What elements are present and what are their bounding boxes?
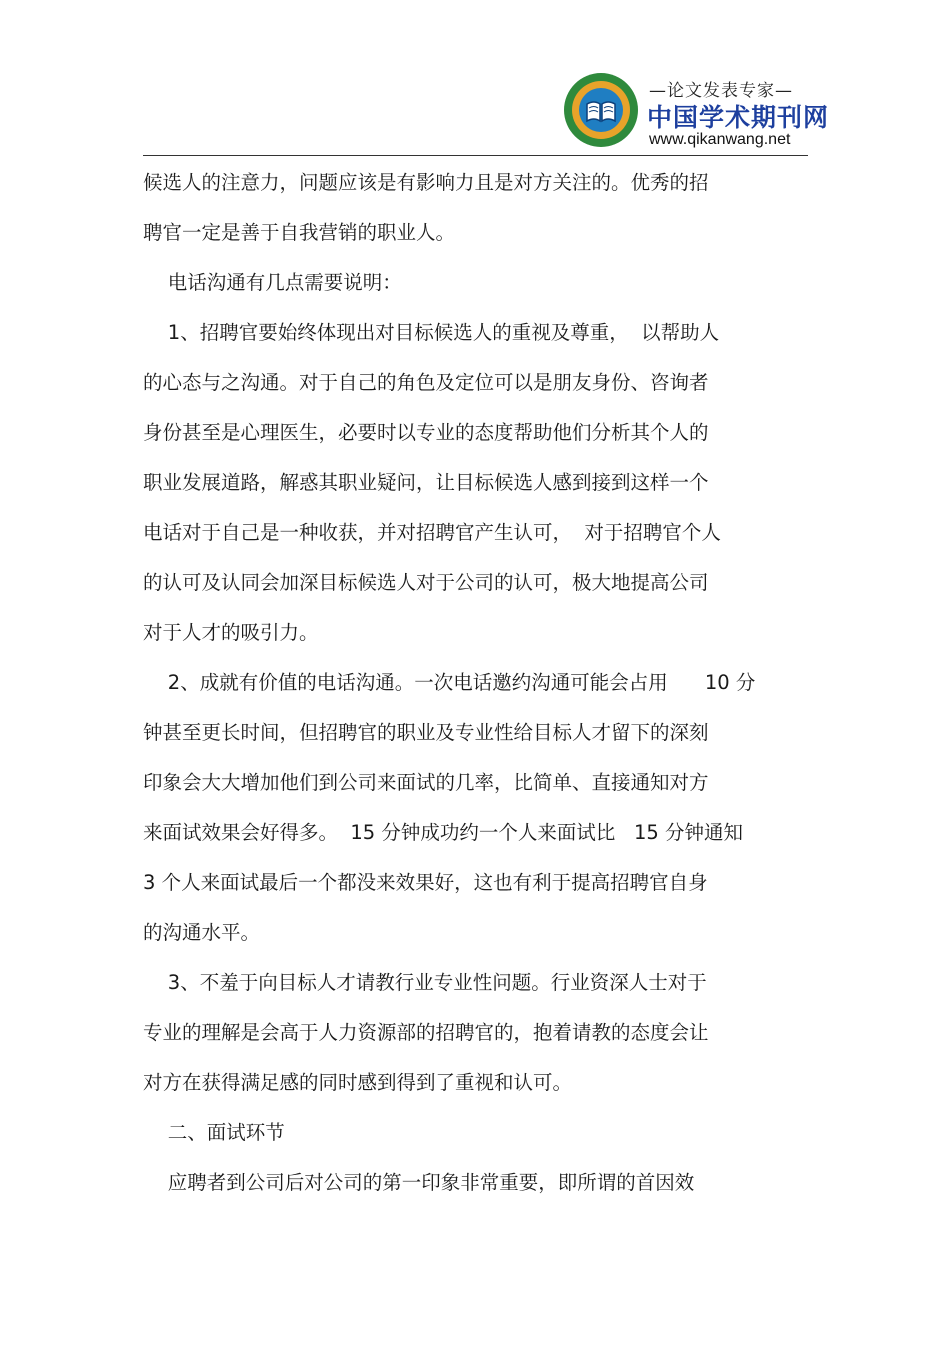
text-line: 职业发展道路，解惑其职业疑问，让目标候选人感到接到这样一个	[143, 471, 709, 494]
logo-name: 中国学术期刊网	[647, 103, 830, 132]
text-line: 的认可及认同会加深目标候选人对于公司的认可，极大地提高公司	[143, 571, 709, 594]
text-line: 来面试效果会好得多。 15 分钟成功约一个人来面试比 15 分钟通知	[143, 821, 744, 844]
text-line: 应聘者到公司后对公司的第一印象非常重要，即所谓的首因效	[143, 1171, 695, 1194]
text-line: 3 个人来面试最后一个都没来效果好，这也有利于提高招聘官自身	[143, 871, 708, 894]
text-line: 电话沟通有几点需要说明：	[143, 271, 402, 294]
text-line: 3、不羞于向目标人才请教行业专业性问题。行业资深人士对于	[143, 971, 707, 994]
text-line: 聘官一定是善于自我营销的职业人。	[143, 221, 456, 244]
logo-tagline: —论文发表专家—	[649, 81, 793, 101]
text-line: 印象会大大增加他们到公司来面试的几率，比简单、直接通知对方	[143, 771, 709, 794]
text-line: 身份甚至是心理医生，必要时以专业的态度帮助他们分析其个人的	[143, 421, 709, 444]
text-line: 的沟通水平。	[143, 921, 261, 944]
text-line: 钟甚至更长时间，但招聘官的职业及专业性给目标人才留下的深刻	[143, 721, 709, 744]
text-line: 专业的理解是会高于人力资源部的招聘官的，抱着请教的态度会让	[143, 1021, 709, 1044]
text-line: 1、招聘官要始终体现出对目标候选人的重视及尊重， 以帮助人	[143, 321, 720, 344]
section-heading: 二、面试环节	[143, 1121, 285, 1144]
logo-url: www.qikanwang.net	[649, 131, 791, 148]
text-line: 2、成就有价值的电话沟通。一次电话邀约沟通可能会占用 10 分	[143, 671, 756, 694]
text-line: 对于人才的吸引力。	[143, 621, 319, 644]
text-line: 对方在获得满足感的同时感到得到了重视和认可。	[143, 1071, 573, 1094]
text-line: 候选人的注意力，问题应该是有影响力且是对方关注的。优秀的招	[143, 171, 709, 194]
site-logo	[563, 68, 830, 158]
header-divider	[143, 155, 808, 156]
text-line: 的心态与之沟通。对于自己的角色及定位可以是朋友身份、咨询者	[143, 371, 709, 394]
text-line: 电话对于自己是一种收获，并对招聘官产生认可， 对于招聘官个人	[143, 521, 721, 544]
globe-book-logo-icon	[563, 72, 639, 148]
